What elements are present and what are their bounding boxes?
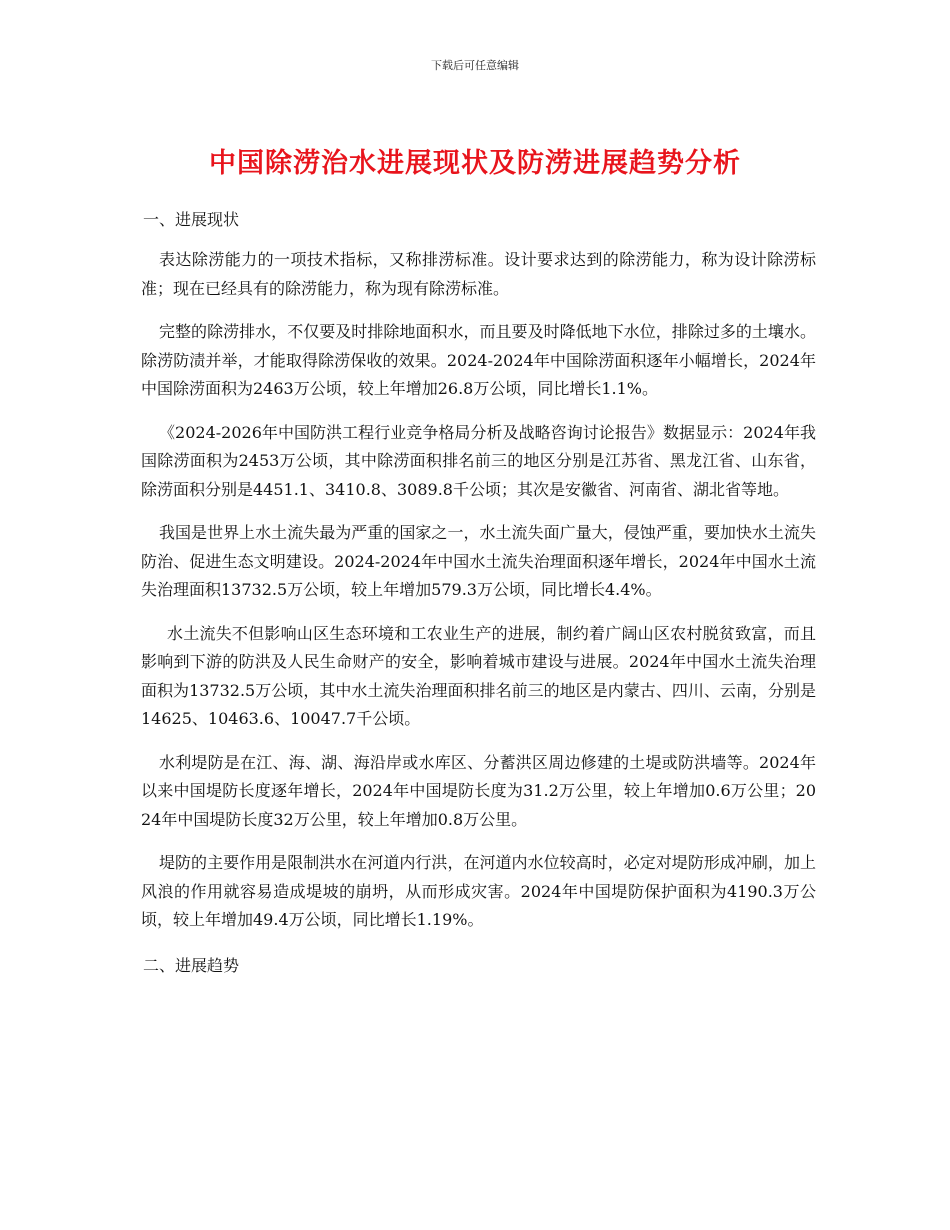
- paragraph-embankment-protection: 堤防的主要作用是限制洪水在河道内行洪，在河道内水位较高时，必定对堤防形成冲刷，加上风浪的作用就容易造成堤坡的崩坍，从而形成灾害。2024年中国堤防保护面积为4190.3万公顷，较上年增加49.4万公顷，同比增长1.19%。: [141, 853, 816, 929]
- section-heading-trend: 二、进展趋势: [143, 955, 240, 975]
- section-heading-status: 一、进展现状: [143, 210, 240, 229]
- paragraph-drainage-area: 完整的除涝排水，不仅要及时排除地面积水，而且要及时降低地下水位，排除过多的土壤水。除涝防渍并举，才能取得除涝保收的效果。2024-2024年中国除涝面积逐年小幅增长，2024年中国除涝面积为2463万公顷，较上年增加26.8万公顷，同比增长1.1%。: [141, 322, 816, 398]
- document-title: 中国除涝治水进展现状及防涝进展趋势分析: [209, 148, 741, 179]
- header-note: 下载后可任意编辑: [431, 59, 519, 72]
- paragraph-embankment-length: 水利堤防是在江、海、湖、海沿岸或水库区、分蓄洪区周边修建的土堤或防洪墙等。2024年以来中国堤防长度逐年增长，2024年中国堤防长度为31.2万公里，较上年增加0.6万公里；2024年中国堤防长度32万公里，较上年增加0.8万公里。: [141, 752, 816, 829]
- paragraph-report-data: 《2024-2026年中国防洪工程行业竞争格局分析及战略咨询讨论报告》数据显示：2024年我国除涝面积为2453万公顷，其中除涝面积排名前三的地区分别是江苏省、黑龙江省、山东省，除涝面积分别是4451.1、3410.8、3089.8千公顷；其次是安徽省、河南省、湖北省等地。: [141, 422, 816, 499]
- document-body: [141, 204, 816, 992]
- paragraph-drainage-standard: 表达除涝能力的一项技术指标，又称排涝标准。设计要求达到的除涝能力，称为设计除涝标准；现在已经具有的除涝能力，称为现有除涝标准。: [141, 250, 816, 298]
- paragraph-erosion-regions: 水土流失不但影响山区生态环境和工农业生产的进展，制约着广阔山区农村脱贫致富，而且影响到下游的防洪及人民生命财产的安全，影响着城市建设与进展。2024年中国水土流失治理面积为13732.5万公顷，其中水土流失治理面积排名前三的地区是内蒙古、四川、云南，分别是14625、10463.6、10047.7千公顷。: [141, 623, 816, 728]
- paragraph-soil-erosion: 我国是世界上水土流失最为严重的国家之一，水土流失面广量大，侵蚀严重，要加快水土流失防治、促进生态文明建设。2024-2024年中国水土流失治理面积逐年增长，2024年中国水土流失治理面积13732.5万公顷，较上年增加579.3万公顷，同比增长4.4%。: [141, 523, 816, 599]
